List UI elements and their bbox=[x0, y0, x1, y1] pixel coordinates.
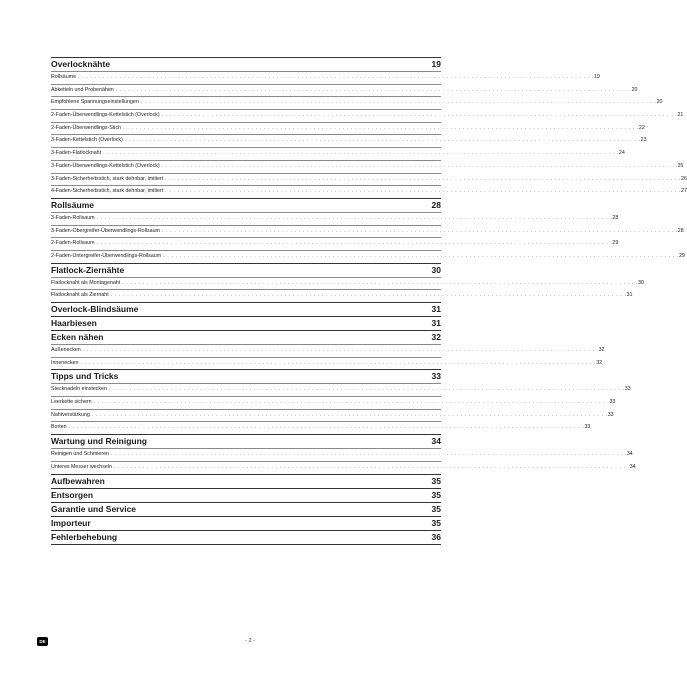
entry-page: 32 bbox=[596, 359, 603, 366]
entry-page: 22 bbox=[638, 124, 645, 131]
entry-page: 33 bbox=[609, 399, 616, 406]
entry-page: 19 bbox=[593, 74, 600, 80]
dot-leader: . . . . . . . . . . . . . . . . . . . . . . . . . . . . . . . . . . . . . . . . . . . . . . . . . . . . . . . . . . . . . . . . . . . . . . . . . . . . . . . . . . . . . . . . . . . . . . . . . . . . . . . . . . . . . . . . . . . . . . . . . . . . . bbox=[161, 227, 678, 234]
section-title: Entsorgen bbox=[51, 489, 94, 500]
entry-title: 3-Faden-Rollsaum bbox=[51, 214, 95, 221]
entry-page: 28 bbox=[677, 227, 684, 234]
toc-section bbox=[51, 263, 441, 277]
section-page: 33 bbox=[431, 371, 441, 382]
entry-title: Flatlocknaht als Ziernaht bbox=[51, 292, 109, 299]
section-page: 28 bbox=[431, 199, 441, 210]
toc-entry bbox=[51, 461, 636, 474]
dot-leader: . . . . . . . . . . . . . . . . . . . . . . . . . . . . . . . . . . . . . . . . . . . . . . . . . . . . . . . . . . . . . . . . . . . . . . . . . . . . . . . . . . . . . . . . . . . . . . . . . . . . . . . . . . . . . . . . . . . . . . . . . . . . . bbox=[68, 424, 585, 431]
toc-section bbox=[51, 302, 441, 316]
entry-title: Rollsäume bbox=[51, 74, 77, 80]
section-title: Importeur bbox=[51, 517, 91, 528]
toc-entry bbox=[51, 396, 616, 409]
toc-section bbox=[51, 198, 441, 212]
entry-title: 3-Faden-Kettelstich (Overlock) bbox=[51, 137, 123, 144]
toc-section bbox=[51, 488, 441, 502]
entry-title: 2-Faden-Überwendlings-Stich bbox=[51, 124, 122, 131]
entry-title: 3-Faden-Überwendlings-Kettelstich (Overlock) bbox=[51, 162, 160, 169]
section-title: Wartung und Reinigung bbox=[51, 436, 147, 447]
entry-page: 30 bbox=[638, 279, 644, 286]
toc-entry bbox=[51, 134, 647, 147]
section-title: Fehlerbehebung bbox=[51, 531, 118, 542]
toc-entry bbox=[51, 409, 614, 422]
section-page: 36 bbox=[431, 531, 441, 542]
table-of-contents bbox=[51, 57, 687, 546]
dot-leader: . . . . . . . . . . . . . . . . . . . . . . . . . . . . . . . . . . . . . . . . . . . . . . . . . . . . . . . . . . . . . . . . . . . . . . . . . . . . . . . . . . . . . . . . . . . . . . . . . . . . . . . . . . . . . . . . . . . . . . . . . . . . . bbox=[96, 240, 613, 247]
entry-page: 29 bbox=[612, 240, 619, 247]
section-title: Overlock-Blindsäume bbox=[51, 304, 139, 314]
section-title: Aufbewahren bbox=[51, 475, 105, 486]
toc-entry bbox=[51, 344, 605, 357]
dot-leader: . . . . . . . . . . . . . . . . . . . . . . . . . . . . . . . . . . . . . . . . . . . . . . . . . . . . . . . . . . . . . . . . . . . . . . . . . . . . . . . . . . . . . . . . . . . . . . . . . . . . . . . . . . . . . . . . . . . . . . . . . . . . . bbox=[110, 292, 627, 299]
dot-leader: . . . . . . . . . . . . . . . . . . . . . . . . . . . . . . . . . . . . . . . . . . . . . . . . . . . . . . . . . . . . . . . . . . . . . . . . . . . . . . . . . . . . . . . . . . . . . . . . . . . . . . . . . . . . . . . . . . . . . . . . . . . . . bbox=[111, 451, 627, 458]
section-title: Tipps und Tricks bbox=[51, 371, 119, 382]
toc-entry bbox=[51, 383, 631, 396]
toc-entry bbox=[51, 147, 625, 160]
section-title: Haarbiesen bbox=[51, 318, 97, 328]
language-badge: DE bbox=[37, 637, 48, 646]
dot-leader: . . . . . . . . . . . . . . . . . . . . . . . . . . . . . . . . . . . . . . . . . . . . . . . . . . . . . . . . . . . . . . . . . . . . . . . . . . . . . . . . . . . . . . . . . . . . . . . . . . . . . . . . . . . . . . . . . . . . . . . . . . . . . bbox=[165, 175, 682, 182]
section-page: 19 bbox=[431, 59, 441, 69]
section-page: 35 bbox=[431, 503, 441, 514]
toc-section bbox=[51, 369, 441, 383]
toc-entry bbox=[51, 96, 663, 109]
toc-bottom-rule bbox=[51, 544, 441, 546]
section-title: Flatlock-Ziernähte bbox=[51, 264, 125, 275]
dot-leader: . . . . . . . . . . . . . . . . . . . . . . . . . . . . . . . . . . . . . . . . . . . . . . . . . . . . . . . . . . . . . . . . . . . . . . . . . . . . . . . . . . . . . . . . . . . . . . . . . . . . . . . . . . . . . . . . . . . . . . . . . . . . . bbox=[140, 99, 657, 106]
dot-leader: . . . . . . . . . . . . . . . . . . . . . . . . . . . . . . . . . . . . . . . . . . . . . . . . . . . . . . . . . . . . . . . . . . . . . . . . . . . . . . . . . . . . . . . . . . . . . . . . . . . . . . . . . . . . . . . . . . . . . . . . . . . . . bbox=[161, 162, 678, 169]
entry-page: 25 bbox=[677, 162, 684, 169]
section-title: Garantie und Service bbox=[51, 503, 137, 514]
entry-page: 29 bbox=[678, 252, 685, 259]
toc-section bbox=[51, 516, 441, 530]
entry-title: Nahtverstärkung bbox=[51, 411, 90, 418]
section-page: 35 bbox=[431, 475, 441, 486]
entry-page: 34 bbox=[629, 463, 636, 470]
section-title: Rollsäume bbox=[51, 199, 94, 210]
toc-entry bbox=[51, 237, 619, 250]
entry-title: Stecknadeln einstecken bbox=[51, 386, 107, 393]
dot-leader: . . . . . . . . . . . . . . . . . . . . . . . . . . . . . . . . . . . . . . . . . . . . . . . . . . . . . . . . . . . . . . . . . . . . . . . . . . . . . . . . . . . . . . . . . . . . . . . . . . . . . . . . . . . . . . . . . . . . . . . . . . . . . bbox=[122, 279, 639, 286]
toc-section bbox=[51, 316, 441, 330]
dot-leader: . . . . . . . . . . . . . . . . . . . . . . . . . . . . . . . . . . . . . . . . . . . . . . . . . . . . . . . . . . . . . . . . . . . . . . . . . . . . . . . . . . . . . . . . . . . . . . . . . . . . . . . . . . . . . . . . . . . . . . . . . . . . . bbox=[103, 150, 619, 157]
toc-entry bbox=[51, 289, 633, 302]
entry-page: 21 bbox=[677, 112, 684, 119]
entry-page: 31 bbox=[626, 292, 633, 299]
entry-title: 2-Faden-Untergreifer-Überwendlings-Rollsaum bbox=[51, 252, 162, 259]
toc-entry bbox=[51, 448, 633, 461]
dot-leader: . . . . . . . . . . . . . . . . . . . . . . . . . . . . . . . . . . . . . . . . . . . . . . . . . . . . . . . . . . . . . . . . . . . . . . . . . . . . . . . . . . . . . . . . . . . . . . . . . . . . . . . . . . . . . . . . . . . . . . . . . . . . . bbox=[80, 359, 597, 366]
toc-section bbox=[51, 502, 441, 516]
toc-entry bbox=[51, 84, 638, 97]
dot-leader: . . . . . . . . . . . . . . . . . . . . . . . . . . . . . . . . . . . . . . . . . . . . . . . . . . . . . . . . . . . . . . . . . . . . . . . . . . . . . . . . . . . . . . . . . . . . . . . . . . . . . . . . . . . . . . . . . . . . . . . . . . . . . bbox=[115, 86, 632, 93]
toc-entry bbox=[51, 357, 603, 370]
entry-page: 33 bbox=[624, 386, 631, 393]
page-number: - 2 - bbox=[245, 638, 255, 644]
toc-entry bbox=[51, 225, 684, 238]
entry-page: 27 bbox=[681, 188, 687, 195]
toc-entry bbox=[51, 277, 644, 290]
section-page: 32 bbox=[431, 332, 441, 342]
entry-title: 3-Faden-Flatlocknaht bbox=[51, 150, 102, 157]
entry-page: 32 bbox=[598, 347, 605, 353]
entry-page: 24 bbox=[618, 150, 625, 157]
section-page: 30 bbox=[431, 264, 441, 275]
section-page: 35 bbox=[431, 489, 441, 500]
entry-title: 3-Faden-Obergreifer-Überwendlings-Rollsaum bbox=[51, 227, 160, 234]
dot-leader: . . . . . . . . . . . . . . . . . . . . . . . . . . . . . . . . . . . . . . . . . . . . . . . . . . . . . . . . . . . . . . . . . . . . . . . . . . . . . . . . . . . . . . . . . . . . . . . . . . . . . . . . . . . . . . . . . . . . . . . . . . . . . bbox=[113, 463, 630, 470]
entry-title: Innenecken bbox=[51, 359, 79, 366]
entry-title: Borten bbox=[51, 424, 67, 431]
section-page: 34 bbox=[431, 436, 441, 447]
entry-page: 34 bbox=[626, 451, 633, 458]
toc-entry bbox=[51, 185, 687, 198]
toc-entry bbox=[51, 212, 619, 225]
toc-entry bbox=[51, 250, 685, 263]
entry-title: Abketteln und Probenähen bbox=[51, 86, 114, 93]
section-page: 31 bbox=[431, 304, 441, 314]
toc-entry bbox=[51, 71, 600, 84]
entry-page: 20 bbox=[656, 99, 663, 106]
dot-leader: . . . . . . . . . . . . . . . . . . . . . . . . . . . . . . . . . . . . . . . . . . . . . . . . . . . . . . . . . . . . . . . . . . . . . . . . . . . . . . . . . . . . . . . . . . . . . . . . . . . . . . . . . . . . . . . . . . . . . . . . . . . . . bbox=[82, 347, 599, 353]
toc-entry bbox=[51, 122, 645, 135]
section-title: Ecken nähen bbox=[51, 332, 104, 342]
entry-page: 33 bbox=[584, 424, 591, 431]
dot-leader: . . . . . . . . . . . . . . . . . . . . . . . . . . . . . . . . . . . . . . . . . . . . . . . . . . . . . . . . . . . . . . . . . . . . . . . . . . . . . . . . . . . . . . . . . . . . . . . . . . . . . . . . . . . . . . . . . . . . . . . . . . . . . bbox=[123, 124, 639, 131]
entry-title: 3-Faden-Sicherheitsstich, stark dehnbar, imitiert bbox=[51, 175, 164, 182]
dot-leader: . . . . . . . . . . . . . . . . . . . . . . . . . . . . . . . . . . . . . . . . . . . . . . . . . . . . . . . . . . . . . . . . . . . . . . . . . . . . . . . . . . . . . . . . . . . . . . . . . . . . . . . . . . . . . . . . . . . . . . . . . . . . . bbox=[78, 74, 594, 80]
entry-page: 28 bbox=[612, 214, 619, 221]
entry-page: 33 bbox=[607, 411, 614, 418]
toc-entry bbox=[51, 160, 684, 173]
toc-entry bbox=[51, 421, 591, 434]
toc-section bbox=[51, 330, 441, 344]
dot-leader: . . . . . . . . . . . . . . . . . . . . . . . . . . . . . . . . . . . . . . . . . . . . . . . . . . . . . . . . . . . . . . . . . . . . . . . . . . . . . . . . . . . . . . . . . . . . . . . . . . . . . . . . . . . . . . . . . . . . . . . . . . . . . bbox=[165, 188, 682, 195]
dot-leader: . . . . . . . . . . . . . . . . . . . . . . . . . . . . . . . . . . . . . . . . . . . . . . . . . . . . . . . . . . . . . . . . . . . . . . . . . . . . . . . . . . . . . . . . . . . . . . . . . . . . . . . . . . . . . . . . . . . . . . . . . . . . . bbox=[161, 112, 678, 119]
entry-title: Unteres Messer wechseln bbox=[51, 463, 112, 470]
toc-section bbox=[51, 474, 441, 488]
entry-title: Leerkette sichern bbox=[51, 399, 92, 406]
entry-title: 4-Faden-Sicherheitsstich, stark dehnbar, imitiert bbox=[51, 188, 164, 195]
toc-section bbox=[51, 57, 441, 71]
dot-leader: . . . . . . . . . . . . . . . . . . . . . . . . . . . . . . . . . . . . . . . . . . . . . . . . . . . . . . . . . . . . . . . . . . . . . . . . . . . . . . . . . . . . . . . . . . . . . . . . . . . . . . . . . . . . . . . . . . . . . . . . . . . . . bbox=[91, 411, 608, 418]
entry-title: 2-Faden-Überwendlings-Kettelstich (Overlock) bbox=[51, 112, 160, 119]
entry-title: Empfohlene Spannungseinstellungen bbox=[51, 99, 139, 106]
section-title: Overlocknähte bbox=[51, 59, 111, 69]
entry-page: 23 bbox=[640, 137, 647, 144]
dot-leader: . . . . . . . . . . . . . . . . . . . . . . . . . . . . . . . . . . . . . . . . . . . . . . . . . . . . . . . . . . . . . . . . . . . . . . . . . . . . . . . . . . . . . . . . . . . . . . . . . . . . . . . . . . . . . . . . . . . . . . . . . . . . . bbox=[96, 214, 613, 221]
toc-entry bbox=[51, 109, 684, 122]
section-page: 31 bbox=[431, 318, 441, 328]
entry-page: 20 bbox=[631, 86, 638, 93]
entry-title: Außenecken bbox=[51, 347, 81, 353]
dot-leader: . . . . . . . . . . . . . . . . . . . . . . . . . . . . . . . . . . . . . . . . . . . . . . . . . . . . . . . . . . . . . . . . . . . . . . . . . . . . . . . . . . . . . . . . . . . . . . . . . . . . . . . . . . . . . . . . . . . . . . . . . . . . . bbox=[93, 399, 610, 406]
entry-title: 2-Faden-Rollsaum bbox=[51, 240, 95, 247]
toc-entry bbox=[51, 173, 687, 186]
dot-leader: . . . . . . . . . . . . . . . . . . . . . . . . . . . . . . . . . . . . . . . . . . . . . . . . . . . . . . . . . . . . . . . . . . . . . . . . . . . . . . . . . . . . . . . . . . . . . . . . . . . . . . . . . . . . . . . . . . . . . . . . . . . . . bbox=[163, 252, 679, 259]
section-page: 35 bbox=[431, 517, 441, 528]
dot-leader: . . . . . . . . . . . . . . . . . . . . . . . . . . . . . . . . . . . . . . . . . . . . . . . . . . . . . . . . . . . . . . . . . . . . . . . . . . . . . . . . . . . . . . . . . . . . . . . . . . . . . . . . . . . . . . . . . . . . . . . . . . . . . bbox=[124, 137, 641, 144]
entry-page: 26 bbox=[681, 175, 687, 182]
toc-section bbox=[51, 434, 441, 448]
entry-title: Flatlocknaht als Montagenaht bbox=[51, 279, 121, 286]
dot-leader: . . . . . . . . . . . . . . . . . . . . . . . . . . . . . . . . . . . . . . . . . . . . . . . . . . . . . . . . . . . . . . . . . . . . . . . . . . . . . . . . . . . . . . . . . . . . . . . . . . . . . . . . . . . . . . . . . . . . . . . . . . . . . bbox=[108, 386, 625, 393]
entry-title: Reinigen und Schmieren bbox=[51, 451, 110, 458]
toc-section bbox=[51, 530, 441, 544]
